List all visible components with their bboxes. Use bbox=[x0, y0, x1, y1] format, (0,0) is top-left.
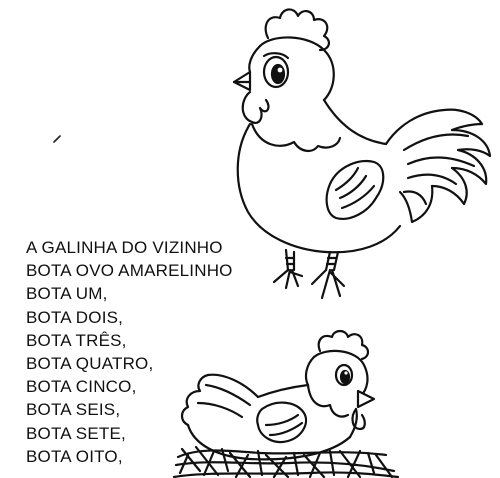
poem-line: BOTA OVO AMARELINHO bbox=[26, 261, 233, 281]
poem-line: BOTA QUATRO, bbox=[26, 354, 154, 374]
poem-line: BOTA UM, bbox=[26, 284, 108, 304]
stray-mark bbox=[50, 130, 70, 146]
poem-line: BOTA DOIS, bbox=[26, 307, 124, 327]
poem-line: BOTA OITO, bbox=[26, 446, 123, 466]
poem-line: BOTA CINCO, bbox=[26, 377, 137, 397]
poem-verses bbox=[26, 236, 256, 468]
poem-line: BOTA TRÊS, bbox=[26, 330, 127, 350]
poem-line: BOTA SEIS, bbox=[26, 400, 121, 420]
poem-line: A GALINHA DO VIZINHO bbox=[26, 238, 223, 257]
poem-line: BOTA SETE, bbox=[26, 423, 126, 443]
